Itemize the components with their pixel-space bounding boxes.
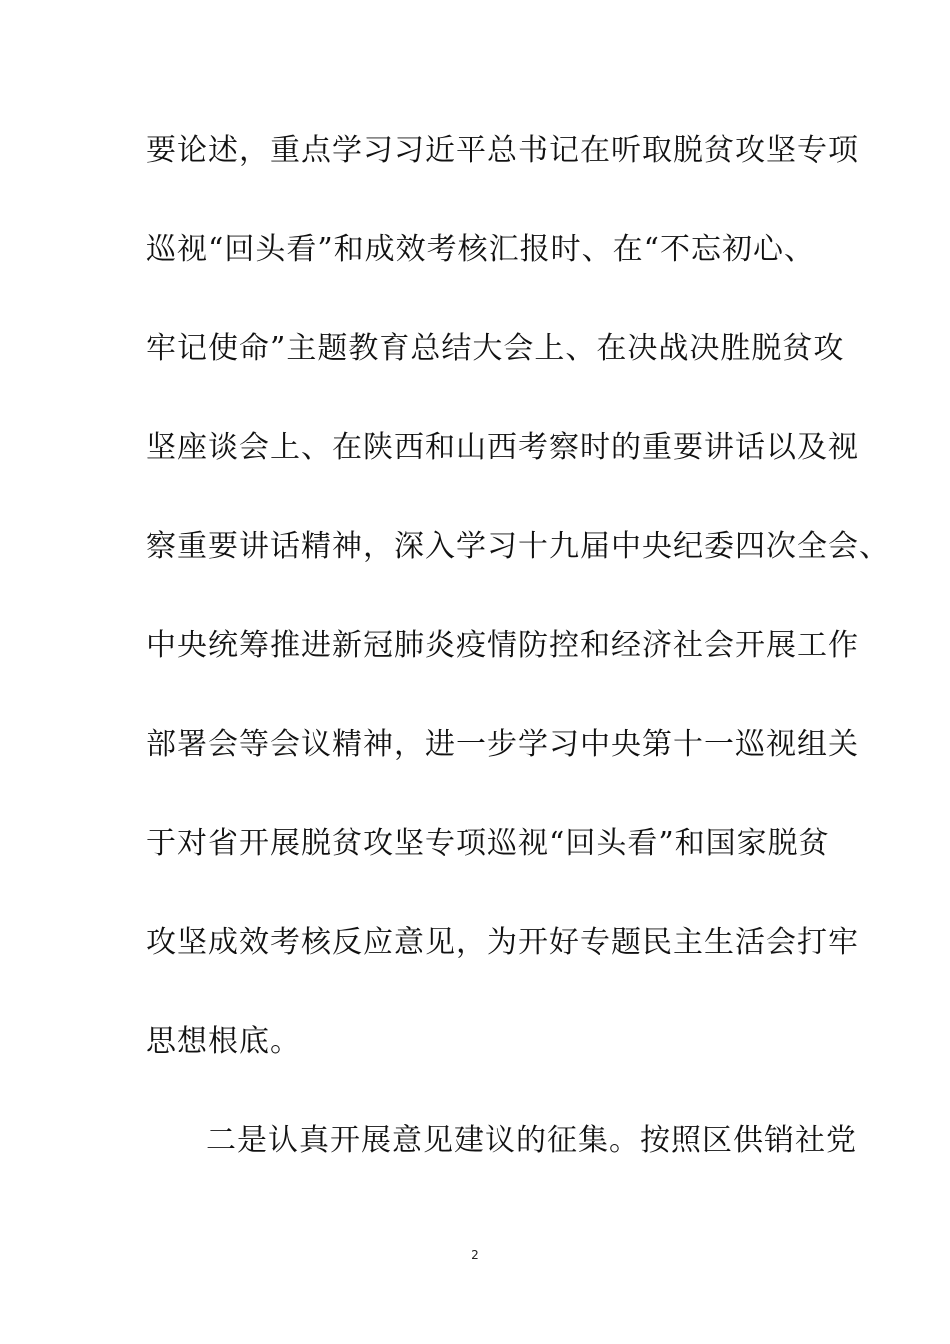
body-text	[146, 125, 890, 1214]
text-line: 牢记使命”主题教育总结大会上、在决战决胜脱贫攻	[146, 331, 845, 366]
text-line: 察重要讲话精神，深入学习十九届中央纪委四次全会、	[146, 529, 890, 564]
paragraph-start-line: 二是认真开展意见建议的征集。按照区供销社党	[206, 1123, 857, 1158]
text-line: 坚座谈会上、在陕西和山西考察时的重要讲话以及视	[146, 430, 859, 465]
text-line: 中央统筹推进新冠肺炎疫情防控和经济社会开展工作	[146, 628, 859, 663]
page-number: 2	[471, 1248, 479, 1262]
text-line: 巡视“回头看”和成效考核汇报时、在“不忘初心、	[146, 232, 816, 267]
text-line: 要论述，重点学习习近平总书记在听取脱贫攻坚专项	[146, 133, 859, 168]
text-line: 部署会等会议精神，进一步学习中央第十一巡视组关	[146, 727, 859, 762]
text-line: 攻坚成效考核反应意见，为开好专题民主生活会打牢	[146, 925, 859, 960]
text-line: 思想根底。	[146, 1024, 301, 1059]
text-line: 于对省开展脱贫攻坚专项巡视“回头看”和国家脱贫	[146, 826, 830, 861]
